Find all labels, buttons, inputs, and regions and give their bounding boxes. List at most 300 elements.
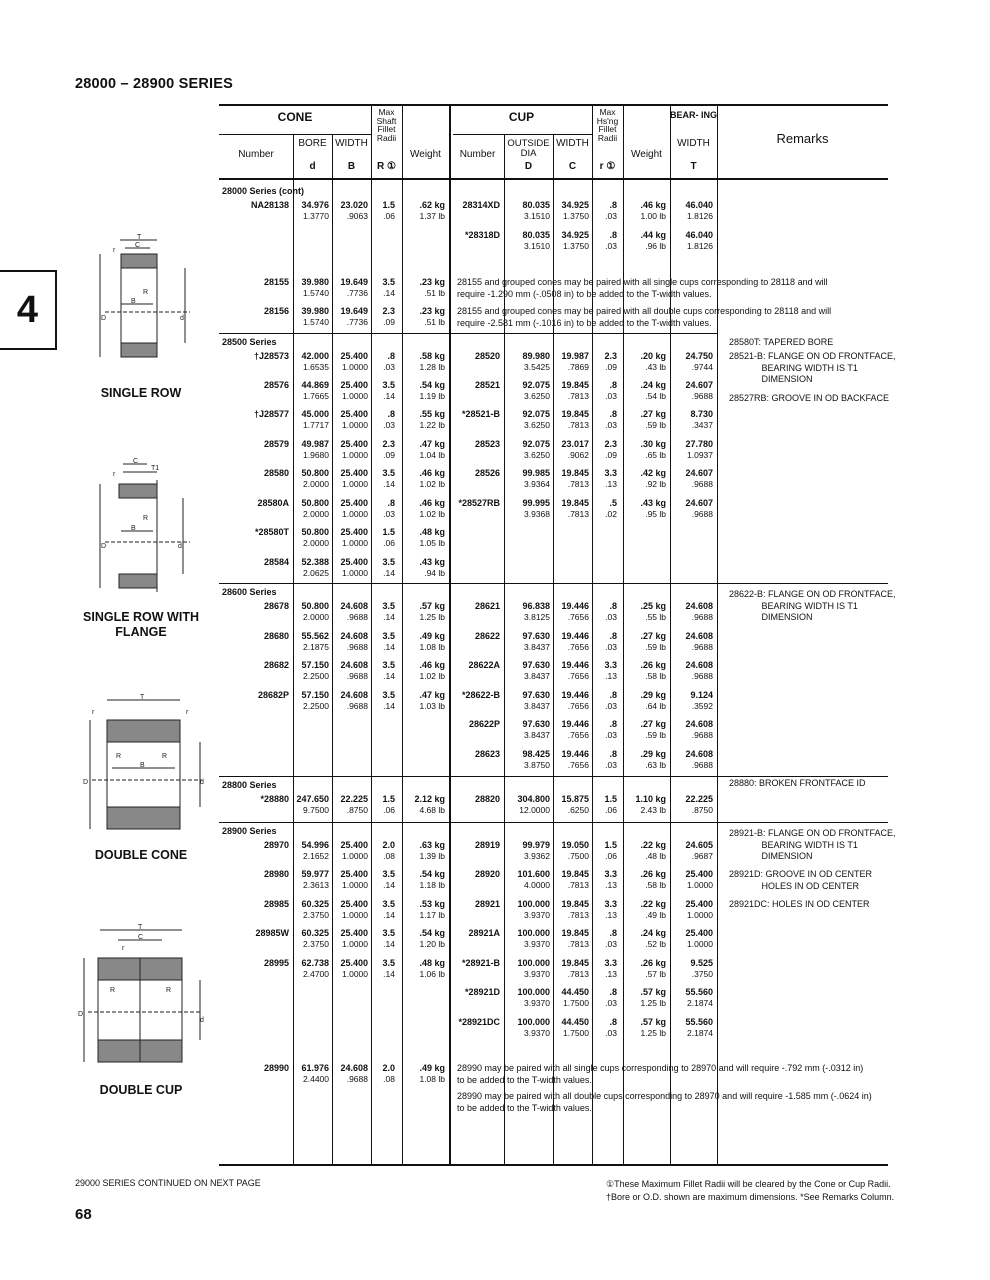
cone-number	[264, 468, 289, 479]
housing-fillet-value-metric: .5	[609, 498, 617, 508]
cup-width-value-metric: 19.446	[561, 719, 589, 729]
cup-number-text: *28318D	[464, 230, 500, 240]
bore-value-imperial: 2.4700	[303, 969, 329, 979]
cone-number-header: Number	[238, 149, 274, 160]
cup-weight-value-imperial: .58 lb	[645, 880, 666, 890]
shaft-fillet-value-imperial: .06	[383, 805, 395, 815]
cup-weight-value-imperial: .55 lb	[645, 612, 666, 622]
remark-line: 28921-B: FLANGE ON OD FRONTFACE,	[729, 828, 896, 838]
bore-value-metric: 54.996	[301, 840, 329, 850]
cup-number-text: 28314XD	[462, 200, 500, 210]
cone-weight-value-imperial: 1.37 lb	[419, 211, 445, 221]
cone-number	[264, 958, 289, 969]
cup-width-value	[561, 200, 589, 222]
housing-fillet-value	[605, 1017, 617, 1039]
cup-width-value	[561, 351, 589, 373]
remark-line: 28521-B: FLANGE ON OD FRONTFACE,	[729, 351, 896, 361]
housing-fillet-value	[605, 200, 617, 222]
dim-od-label: D	[83, 779, 89, 786]
cone-number-text: 28980	[263, 869, 289, 879]
bore-value-imperial: 9.7500	[303, 805, 329, 815]
cone-weight-value-metric: .43 kg	[419, 557, 445, 567]
remark-entry	[729, 869, 872, 892]
od-value-metric: 97.630	[522, 631, 550, 641]
cone-width-value-metric: 19.649	[340, 306, 368, 316]
cup-weight-value-metric: .27 kg	[640, 631, 666, 641]
cup-number	[475, 468, 500, 479]
cup-weight-value	[640, 928, 666, 950]
bearing-width-value	[685, 719, 713, 741]
cone-weight-value-imperial: 1.04 lb	[419, 450, 445, 460]
cup-width-value-metric: 15.875	[561, 794, 589, 804]
cone-width-value	[340, 869, 368, 891]
dim-bore-label: d	[200, 779, 204, 786]
housing-fillet-value	[605, 601, 617, 623]
cone-width-value	[340, 409, 368, 431]
shaft-fillet-value-imperial: .14	[383, 568, 395, 578]
shaft-fillet-value-imperial: .09	[383, 317, 395, 327]
bore-value-metric: 55.562	[301, 631, 329, 641]
cone-weight-value-metric: .23 kg	[419, 277, 445, 287]
cup-width-value	[561, 439, 589, 461]
bore-value-imperial: 1.3770	[303, 211, 329, 221]
shaft-fillet-value-imperial: .14	[383, 612, 395, 622]
cup-number	[475, 749, 500, 760]
bore-value-imperial: 1.5740	[303, 288, 329, 298]
cup-weight-value-imperial: .52 lb	[645, 939, 666, 949]
housing-fillet-value	[605, 987, 617, 1009]
page-number: 68	[75, 1206, 92, 1223]
bearing-width-value-metric: 24.607	[685, 468, 713, 478]
shaft-fillet-value-imperial: .14	[383, 288, 395, 298]
r-cup-symbol: r ①	[599, 161, 616, 172]
housing-fillet-value-metric: 2.3	[604, 439, 617, 449]
remark-entry	[729, 337, 833, 349]
r-cone-symbol: R ①	[377, 161, 396, 172]
od-value-metric: 100.000	[517, 1017, 550, 1027]
cone-weight-value	[419, 409, 445, 431]
remark-entry	[729, 778, 866, 790]
bearing-width-value-metric: 25.400	[685, 869, 713, 879]
cup-weight-value-metric: .22 kg	[640, 899, 666, 909]
series-heading: 28800 Series	[222, 780, 277, 790]
bearing-width-value-imperial: .9688	[691, 509, 713, 519]
cup-number-text: 28622A	[468, 660, 500, 670]
cup-weight-header: Weight	[631, 149, 662, 160]
bore-header: BORE	[298, 138, 327, 149]
footer-note-2: †Bore or O.D. shown are maximum dimensions. *See Remarks Column.	[606, 1192, 895, 1202]
cup-weight-value	[640, 601, 666, 623]
cone-number-text: 28682P	[257, 690, 289, 700]
bearing-width-value-imperial: .9687	[691, 851, 713, 861]
cup-width-value-imperial: 1.3750	[563, 241, 589, 251]
cup-width-value	[561, 409, 589, 431]
cone-width-value-imperial: 1.0000	[342, 939, 368, 949]
cup-weight-value-imperial: .57 lb	[645, 969, 666, 979]
cup-width-value-imperial: .7500	[567, 851, 589, 861]
housing-fillet-value-metric: 3.3	[604, 899, 617, 909]
housing-fillet-value-metric: .8	[609, 631, 617, 641]
bearing-width-value	[685, 840, 713, 862]
bearing-width-value-imperial: .3437	[691, 420, 713, 430]
dim-t-label: T	[138, 924, 143, 931]
cone-weight-value-imperial: 1.03 lb	[419, 701, 445, 711]
cup-width-value-imperial: .7813	[567, 479, 589, 489]
cone-width-value-metric: 25.400	[340, 527, 368, 537]
cup-width-value	[561, 749, 589, 771]
bore-value	[301, 468, 329, 490]
dim-bore-label: d	[178, 543, 182, 550]
cone-weight-value-imperial: 1.02 lb	[419, 479, 445, 489]
od-value-imperial: 3.9364	[524, 479, 550, 489]
bore-value	[301, 660, 329, 682]
cone-weight-value-metric: .57 kg	[419, 601, 445, 611]
housing-fillet-value	[605, 498, 617, 520]
remark-line: DIMENSION	[729, 851, 813, 861]
pairing-note-line: 28990 may be paired with all single cups corresponding to 28970 and will require -.792 mm (-.0312 in)	[457, 1063, 864, 1073]
pairing-note-line: require -2.581 mm (-.1016 in) to be added to the T-width values.	[457, 317, 712, 328]
dim-b-label: B	[131, 298, 136, 305]
bore-value-metric: 39.980	[301, 277, 329, 287]
shaft-fillet-value-metric: 3.5	[382, 928, 395, 938]
cup-width-value-imperial: .7813	[567, 391, 589, 401]
dim-od-label: D	[78, 1011, 84, 1018]
cup-weight-value	[640, 958, 666, 980]
cone-number	[260, 794, 289, 805]
od-value-metric: 100.000	[517, 899, 550, 909]
dim-r-big-label: R	[110, 987, 116, 994]
bore-value-imperial: 2.3750	[303, 910, 329, 920]
cup-width-value-imperial: .7656	[567, 612, 589, 622]
cup-width-value	[561, 719, 589, 741]
bearing-width-value-metric: 25.400	[685, 899, 713, 909]
double-cup-diagram	[78, 922, 208, 1077]
bore-value	[301, 527, 329, 549]
shaft-fillet-value	[382, 557, 395, 579]
cone-weight-value-metric: .23 kg	[419, 306, 445, 316]
od-value	[522, 498, 550, 520]
housing-fillet-value-imperial: .13	[605, 969, 617, 979]
double-cup-label: DOUBLE CUP	[99, 1083, 183, 1097]
cup-number-text: 28526	[474, 468, 500, 478]
shaft-fillet-value	[382, 690, 395, 712]
shaft-fillet-value-metric: 3.5	[382, 468, 395, 478]
housing-fillet-value-metric: .8	[609, 230, 617, 240]
bore-value-metric: 44.869	[301, 380, 329, 390]
dim-bore-label: d	[200, 1017, 204, 1024]
od-value-metric: 101.600	[517, 869, 550, 879]
housing-fillet-value	[605, 380, 617, 402]
cup-number	[458, 498, 500, 509]
cone-number-text: *28580T	[254, 527, 289, 537]
cone-weight-value	[419, 1063, 445, 1085]
cone-weight-value-imperial: 1.08 lb	[419, 1074, 445, 1084]
cup-weight-value	[640, 380, 666, 402]
cup-weight-value-imperial: .64 lb	[645, 701, 666, 711]
cone-width-value-imperial: .9688	[346, 612, 368, 622]
bearing-width-value	[690, 409, 713, 431]
dim-c-label: C	[133, 458, 139, 465]
cup-width-value-imperial: 1.7500	[563, 1028, 589, 1038]
cone-width-value-imperial: 1.0000	[342, 391, 368, 401]
shaft-fillet-value	[382, 928, 395, 950]
cup-width-value-metric: 19.446	[561, 749, 589, 759]
od-value-metric: 304.800	[517, 794, 550, 804]
cup-width-value	[561, 601, 589, 623]
housing-fillet-value-imperial: .03	[605, 760, 617, 770]
cup-width-value-metric: 44.450	[561, 1017, 589, 1027]
cup-weight-value-imperial: .43 lb	[645, 362, 666, 372]
cone-width-value-imperial: 1.0000	[342, 969, 368, 979]
cup-width-value-metric: 44.450	[561, 987, 589, 997]
od-value-imperial: 3.9370	[524, 910, 550, 920]
cup-weight-value-metric: .27 kg	[640, 409, 666, 419]
housing-fillet-value-metric: 3.3	[604, 958, 617, 968]
cone-weight-value	[419, 306, 445, 328]
cup-weight-value	[640, 719, 666, 741]
cup-number	[475, 380, 500, 391]
shaft-fillet-value	[382, 660, 395, 682]
od-value-metric: 100.000	[517, 987, 550, 997]
cone-weight-value	[419, 899, 445, 921]
housing-fillet-value-imperial: .03	[605, 701, 617, 711]
cone-width-value-metric: 25.400	[340, 409, 368, 419]
housing-fillet-value-imperial: .13	[605, 910, 617, 920]
cone-number-text: 28580A	[257, 498, 289, 508]
cup-width-value-imperial: .7813	[567, 420, 589, 430]
bore-value	[301, 928, 329, 950]
od-value	[522, 631, 550, 653]
shaft-fillet-value-metric: 2.3	[382, 306, 395, 316]
od-value-imperial: 3.8125	[524, 612, 550, 622]
housing-fillet-value	[605, 230, 617, 252]
remark-line: 28580T: TAPERED BORE	[729, 337, 834, 347]
cone-width-value-metric: 25.400	[340, 498, 368, 508]
housing-fillet-value-imperial: .03	[605, 998, 617, 1008]
cone-width-value	[340, 660, 368, 682]
cone-weight-value-imperial: 1.18 lb	[419, 880, 445, 890]
od-value-imperial: 3.8437	[524, 642, 550, 652]
cone-weight-value-metric: .58 kg	[419, 351, 445, 361]
cone-number-text: 28155	[263, 277, 289, 287]
bore-value-imperial: 2.1875	[303, 642, 329, 652]
cup-weight-value-imperial: .95 lb	[645, 509, 666, 519]
cone-weight-value-metric: .46 kg	[419, 660, 445, 670]
cone-weight-value	[419, 200, 445, 222]
cone-number-text: NA28138	[250, 200, 289, 210]
bore-value-metric: 50.800	[301, 498, 329, 508]
shaft-fillet-value-imperial: .14	[383, 939, 395, 949]
cone-number	[258, 690, 289, 701]
bore-value-imperial: 1.9680	[303, 450, 329, 460]
bearing-header: BEAR- ING	[670, 110, 717, 120]
cup-width-value-metric: 19.446	[561, 631, 589, 641]
housing-fillet-value-imperial: .09	[605, 362, 617, 372]
remark-line: DIMENSION	[729, 374, 813, 384]
cup-weight-value-imperial: .92 lb	[645, 479, 666, 489]
bearing-width-value	[685, 601, 713, 623]
cone-number-text: 28678	[263, 601, 289, 611]
od-value-imperial: 3.8437	[524, 671, 550, 681]
housing-fillet-value	[604, 660, 617, 682]
bearing-width-value	[685, 749, 713, 771]
cup-weight-value	[640, 498, 666, 520]
od-value	[517, 928, 550, 950]
bearing-width-value	[685, 794, 713, 816]
dim-b-label: B	[140, 762, 145, 769]
cone-number	[264, 899, 289, 910]
shaft-fillet-value-imperial: .08	[383, 1074, 395, 1084]
shaft-fillet-value	[382, 277, 395, 299]
cone-width-value-imperial: .9688	[346, 671, 368, 681]
bore-value-metric: 57.150	[301, 690, 329, 700]
bore-value-metric: 247.650	[296, 794, 329, 804]
bearing-table	[219, 104, 896, 1166]
cone-width-value-metric: 25.400	[340, 557, 368, 567]
bore-value-imperial: 2.0625	[303, 568, 329, 578]
cone-number	[255, 928, 289, 939]
cup-weight-value-imperial: 1.25 lb	[640, 1028, 666, 1038]
od-value	[522, 439, 550, 461]
od-value-metric: 99.985	[522, 468, 550, 478]
remark-entry	[729, 393, 889, 405]
cup-weight-value-imperial: .48 lb	[645, 851, 666, 861]
bearing-width-value	[685, 230, 713, 252]
single-row-flange-diagram	[95, 456, 195, 606]
shaft-fillet-value-metric: 3.5	[382, 869, 395, 879]
cup-number	[475, 869, 500, 880]
b-symbol: B	[347, 161, 356, 172]
cup-weight-value	[640, 749, 666, 771]
bearing-width-value	[685, 899, 713, 921]
od-value	[517, 987, 550, 1009]
bearing-width-value-imperial: 1.8126	[687, 241, 713, 251]
cup-width-value-imperial: 1.3750	[563, 211, 589, 221]
bearing-width-value-metric: 8.730	[690, 409, 713, 419]
footer-note-1: ①These Maximum Fillet Radii will be cleared by the Cone or Cup Radii.	[606, 1179, 891, 1189]
dim-r-big-label: R	[116, 753, 122, 760]
bore-value	[301, 306, 329, 328]
remark-entry	[729, 828, 896, 863]
bore-value-metric: 34.976	[301, 200, 329, 210]
bore-value-metric: 50.800	[301, 527, 329, 537]
cone-width-value	[340, 439, 368, 461]
cone-number	[264, 306, 289, 317]
pairing-note-line: to be added to the T-width values.	[457, 1102, 592, 1113]
single-row-diagram	[95, 230, 195, 385]
cone-weight-value-imperial: 1.22 lb	[419, 420, 445, 430]
cone-weight-value-imperial: .51 lb	[424, 288, 445, 298]
cup-weight-value	[640, 631, 666, 653]
cone-width-value-metric: 25.400	[340, 928, 368, 938]
cup-weight-value-imperial: .59 lb	[645, 420, 666, 430]
cup-weight-value	[640, 409, 666, 431]
cone-weight-value	[419, 468, 445, 490]
housing-fillet-value-imperial: .03	[605, 211, 617, 221]
single-row-label: SINGLE ROW	[100, 386, 182, 400]
cup-weight-value-imperial: .96 lb	[645, 241, 666, 251]
cone-width-value	[340, 468, 368, 490]
cone-width-value-metric: 25.400	[340, 439, 368, 449]
od-value-metric: 98.425	[522, 749, 550, 759]
bore-value	[301, 409, 329, 431]
cone-width-value-metric: 25.400	[340, 869, 368, 879]
cone-width-value-imperial: .9688	[346, 642, 368, 652]
housing-fillet-value	[604, 958, 617, 980]
cone-width-value-metric: 25.400	[340, 958, 368, 968]
cone-weight-value	[419, 928, 445, 950]
housing-fillet-value-metric: .8	[609, 380, 617, 390]
bore-value-metric: 45.000	[301, 409, 329, 419]
housing-fillet-value-metric: .8	[609, 200, 617, 210]
housing-fillet-value	[605, 749, 617, 771]
housing-fillet-value-metric: 1.5	[604, 794, 617, 804]
cone-number-text: 28995	[263, 958, 289, 968]
cone-width-value	[340, 601, 368, 623]
housing-fillet-value-imperial: .03	[605, 730, 617, 740]
shaft-fillet-value-imperial: .14	[383, 880, 395, 890]
cone-width-value-metric: 24.608	[340, 601, 368, 611]
cone-weight-value	[419, 631, 445, 653]
dim-od-label: D	[101, 543, 107, 550]
cone-number	[264, 601, 289, 612]
shaft-fillet-value-metric: 3.5	[382, 277, 395, 287]
shaft-fillet-value-metric: .8	[387, 351, 395, 361]
shaft-fillet-value-metric: 2.3	[382, 439, 395, 449]
bearing-width-value-metric: 24.608	[685, 601, 713, 611]
cup-number-text: *28921-B	[461, 958, 500, 968]
cup-weight-value-imperial: .54 lb	[645, 391, 666, 401]
bearing-width-value-metric: 9.124	[690, 690, 713, 700]
shaft-fillet-value	[382, 840, 395, 862]
bore-value-imperial: 1.5740	[303, 317, 329, 327]
shaft-fillet-value	[383, 351, 395, 373]
dim-r-big2-label: R	[162, 753, 168, 760]
cone-number	[251, 200, 289, 211]
cone-width-value	[340, 557, 368, 579]
cup-number	[475, 601, 500, 612]
od-value	[522, 840, 550, 862]
od-value	[522, 200, 550, 222]
bearing-width-value-imperial: .9688	[691, 391, 713, 401]
shaft-fillet-value-metric: 3.5	[382, 899, 395, 909]
cone-weight-value	[419, 498, 445, 520]
remark-line: 28921DC: HOLES IN OD CENTER	[729, 899, 870, 909]
cone-weight-value-imperial: .51 lb	[424, 317, 445, 327]
od-value-imperial: 3.9370	[524, 1028, 550, 1038]
cone-width-value-imperial: 1.0000	[342, 910, 368, 920]
cone-width-value	[340, 380, 368, 402]
housing-fillet-value	[605, 409, 617, 431]
cone-number	[264, 840, 289, 851]
cone-width-value-imperial: .7736	[346, 317, 368, 327]
od-value	[517, 958, 550, 980]
shaft-fillet-value	[383, 409, 395, 431]
bearing-width-value-metric: 24.608	[685, 660, 713, 670]
cone-number	[264, 1063, 289, 1074]
od-value-imperial: 3.9368	[524, 509, 550, 519]
cone-number	[254, 351, 289, 362]
cone-number	[264, 869, 289, 880]
cup-number	[462, 409, 500, 420]
bearing-width-value	[685, 1017, 713, 1039]
bearing-width-value	[685, 987, 713, 1009]
cone-weight-value	[419, 439, 445, 461]
cup-weight-value	[640, 230, 666, 252]
od-value-metric: 89.980	[522, 351, 550, 361]
cone-number-text: 28576	[263, 380, 289, 390]
cone-weight-value-imperial: 1.17 lb	[419, 910, 445, 920]
